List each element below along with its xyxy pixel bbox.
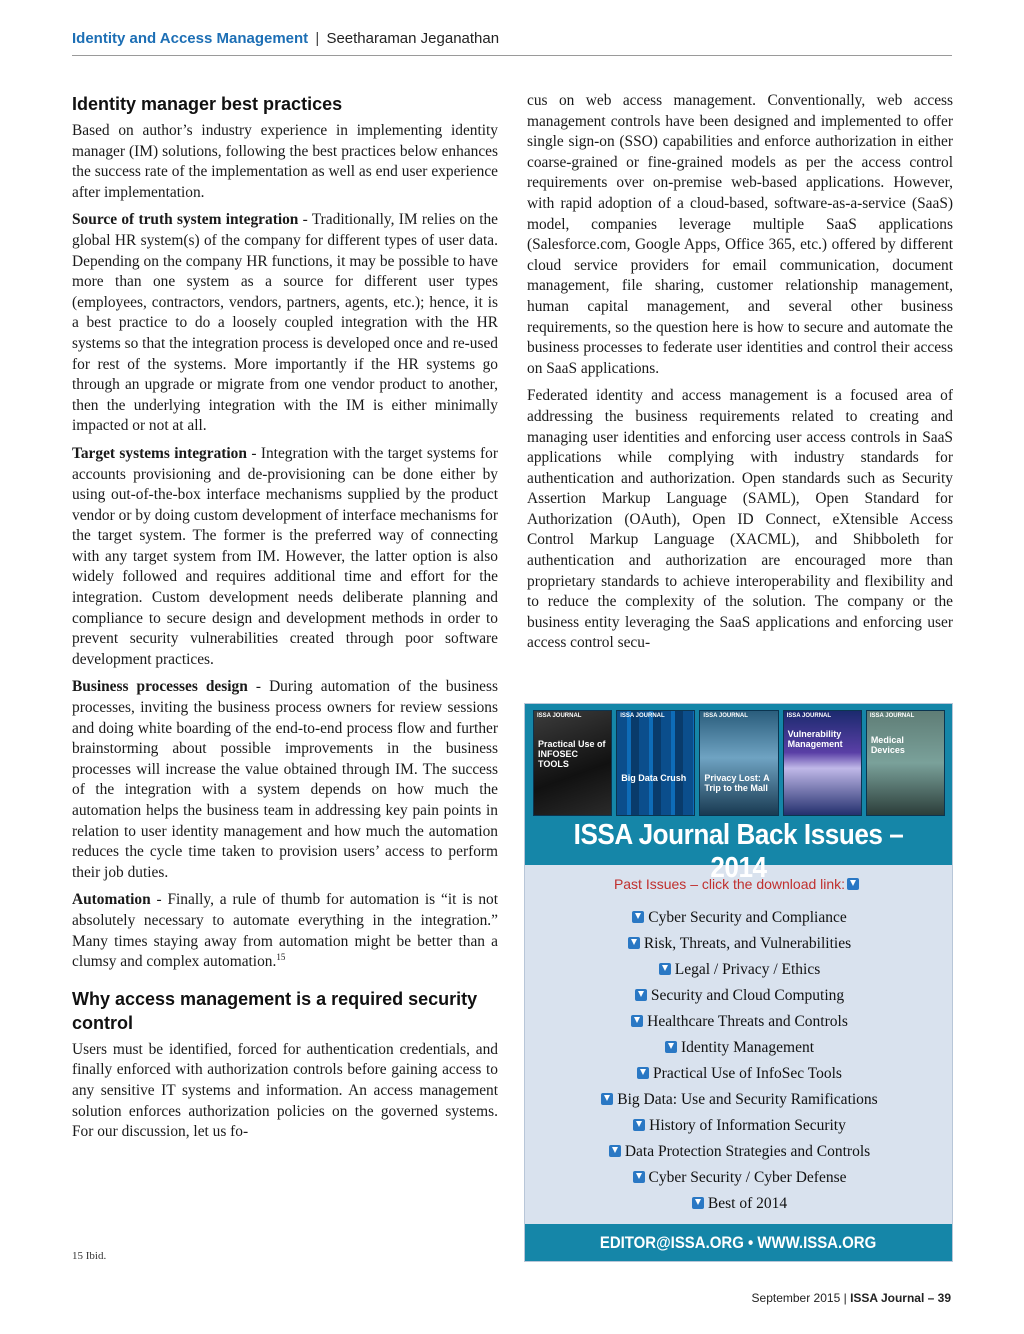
download-arrow-icon — [601, 1093, 613, 1105]
issue-link[interactable] — [525, 1009, 952, 1035]
download-prompt-text: Past Issues – click the download link: — [613, 876, 846, 892]
cover-title: Privacy Lost: A Trip to the Mall — [704, 773, 770, 793]
issue-link[interactable] — [525, 905, 952, 931]
header-author: Seetharaman Jeganathan — [326, 30, 500, 47]
issue-label: Security and Cloud Computing — [650, 987, 845, 1004]
issue-link[interactable] — [525, 957, 952, 983]
download-arrow-icon — [631, 1015, 643, 1027]
run-in-heading: Target systems integration — [72, 444, 247, 462]
issue-link[interactable] — [525, 1061, 952, 1087]
paragraph-web-access: cus on web access management. Conventionally, web access management controls have been designed and implemented to offer single sign-on (SSO) capabilities and enforce authorization in either coarse-grained or fine-grained models as per the access control requirements over on-premise web-based applications. However, with rapid adoption of a cloud-based, software-as-a-service (SaaS) model, companies leverage multiple SaaS applications (Salesforce.com, Google Apps, Office 365, etc.) offered by different cloud service providers for email communication, document management, file sharing, customer relationship management, human capital management, and several other business requirements, so the question here is how to secure and automate the business processes to federate user identities and control their access on SaaS applications. — [527, 92, 953, 377]
issue-label: Practical Use of InfoSec Tools — [653, 1065, 842, 1082]
cover-masthead: ISSA JOURNAL — [869, 713, 915, 719]
cover-masthead: ISSA JOURNAL — [620, 713, 665, 719]
issue-link[interactable] — [525, 1087, 952, 1113]
issue-link[interactable] — [525, 983, 952, 1009]
cover-masthead: ISSA JOURNAL — [537, 713, 582, 719]
footer-journal-page: ISSA Journal – 39 — [850, 1291, 951, 1305]
footnote-reference[interactable]: 15 — [276, 952, 286, 963]
cover-masthead: ISSA JOURNAL — [786, 713, 832, 719]
download-prompt — [525, 876, 952, 892]
paragraph-automation — [72, 890, 498, 972]
left-column — [72, 92, 498, 1150]
run-in-heading: Business processes design — [72, 678, 248, 696]
run-in-heading: Source of truth system integration — [72, 211, 299, 229]
issue-link[interactable] — [525, 931, 952, 957]
ad-contact-band[interactable] — [525, 1224, 952, 1262]
journal-cover[interactable] — [699, 710, 778, 816]
issue-link[interactable] — [525, 1035, 952, 1061]
journal-cover[interactable] — [866, 710, 945, 816]
issue-link[interactable] — [525, 1139, 952, 1165]
intro-paragraph: Based on author’s industry experience in implementing identity manager (IM) solutions, following the best practices below enhances the success rate of the implementation as well as end user experience after implementation. — [72, 122, 498, 201]
issue-label: Identity Management — [681, 1039, 814, 1056]
section-heading-best-practices: Identity manager best practices — [72, 94, 343, 114]
paragraph-federated-identity: Federated identity and access management is a focused area of addressing the business requirements related to creating and managing user identities and enforcing user access controls in SaaS applications while complying with industry standards for authentication and authorization. Open standards such as Security Assertion Markup Language (SAML), Open Standard for Authorization (OAuth), Open ID Connect, eXtensible Access Control Markup Language (XACML), and Shibboleth for authentication and authorization are encouraged more than proprietary standards to achieve interoperability and flexibility and to reduce the complexity of the solution. The company or the business entity leveraging the SaaS applications and enforcing user access control secu- — [527, 387, 953, 652]
footnote: 15 Ibid. — [72, 1250, 107, 1262]
download-arrow-icon — [633, 1119, 645, 1131]
issue-label: Cyber Security / Cyber Defense — [648, 1169, 847, 1186]
download-arrow-icon — [628, 937, 640, 949]
cover-title: Vulnerability Management — [787, 729, 843, 749]
issue-label: Best of 2014 — [707, 1195, 788, 1212]
page-footer — [752, 1291, 951, 1305]
download-arrow-icon — [659, 963, 671, 975]
issue-link[interactable] — [525, 1165, 952, 1191]
paragraph-source-of-truth — [72, 210, 498, 437]
paragraph-access-management: Users must be identified, forced for authentication credentials, and finally enforced with authorization controls before gaining access to any sensitive IT systems and information. An access management solution enforces authorization policies on the governed systems. For our discussion, let us fo- — [72, 1040, 498, 1141]
footer-date: September 2015 — [751, 1291, 841, 1305]
run-in-heading: Automation — [72, 891, 151, 909]
issue-label: Data Protection Strategies and Controls — [624, 1143, 871, 1160]
issue-list — [525, 905, 952, 1217]
header-separator: | — [315, 30, 320, 47]
running-header — [72, 28, 952, 56]
cover-title: Practical Use of INFOSEC TOOLS — [538, 739, 606, 769]
ad-title: ISSA Journal Back Issues – 2014 — [573, 819, 904, 884]
issue-link[interactable] — [525, 1113, 952, 1139]
cover-title: Big Data Crush — [621, 773, 687, 783]
back-issues-ad — [524, 703, 953, 1262]
cover-title: Medical Devices — [870, 735, 905, 755]
download-arrow-icon — [609, 1145, 621, 1157]
issue-label: Big Data: Use and Security Ramifications — [617, 1091, 878, 1108]
download-arrow-icon — [635, 989, 647, 1001]
paragraph-business-processes — [72, 677, 498, 883]
issue-link[interactable] — [525, 1191, 952, 1217]
paragraph-text: - Integration with the target systems for accounts provisioning and de-provisioning can be done either by using out-of-the-box interface mechanisms supplied by the product vendor or by doing custom development of interface mechanisms for the target system. The former is the preferred way of connecting with any target system from IM. However, the latter option is also widely followed and requires additional time and effort for the integration. Custom development needs deliberate planning and compliance to secure design and development methods in order to prevent security vulnerabilities created through poor software development practices. — [72, 444, 498, 668]
journal-cover[interactable] — [783, 710, 862, 816]
header-topic: Identity and Access Management — [72, 30, 309, 47]
section-heading-access-management: Why access management is a required security control — [72, 988, 478, 1033]
issue-label: History of Information Security — [649, 1117, 846, 1134]
cover-masthead: ISSA JOURNAL — [703, 713, 748, 719]
download-arrow-icon — [847, 878, 859, 890]
cover-strip — [533, 710, 945, 816]
journal-cover[interactable] — [533, 710, 612, 816]
download-arrow-icon — [665, 1041, 677, 1053]
ad-contact-text: EDITOR@ISSA.ORG • WWW.ISSA.ORG — [600, 1233, 877, 1252]
issue-label: Legal / Privacy / Ethics — [674, 961, 821, 978]
issue-label: Cyber Security and Compliance — [648, 909, 847, 926]
footer-separator: | — [843, 1291, 847, 1305]
paragraph-text: - Finally, a rule of thumb for automation is “it is not absolutely necessary to automate everything in the integration.” Many times staying away from automation might be better than a clumsy and complex automation. — [72, 891, 498, 971]
download-arrow-icon — [633, 1171, 645, 1183]
download-arrow-icon — [692, 1197, 704, 1209]
paragraph-text: - Traditionally, IM relies on the global HR system(s) of the company for different types of user data. Depending on the company HR functions, it may be possible to have more than one system as a source for different user types (employees, contractors, vendors, partners, agents, etc.); hence, it is a best practice to do a loosely coupled integration with the HR systems so that the integration process is developed once and re-used for rest of the systems. More importantly if the HR systems go through an upgrade or migrate from one vendor product to another, then the underlying integration with the IM is either minimally impacted or not at all. — [72, 211, 499, 435]
issue-label: Healthcare Threats and Controls — [647, 1013, 848, 1030]
paragraph-text: - During automation of the business processes, inviting the business process owners for review sessions and doing white boarding of the end-to-end process flow and further brainstorming about possible improvements in the business processes will increase the value obtained through IM. The success of the integration with a system depends on how much the automation helps the business team in addressing key pain points in relation to user identity management and how much the automation reduces the cycle time taken to provision users’ access to perform their job duties. — [72, 678, 498, 881]
right-column — [527, 91, 953, 661]
paragraph-target-systems — [72, 444, 498, 671]
issue-label: Risk, Threats, and Vulnerabilities — [643, 935, 852, 952]
download-arrow-icon — [637, 1067, 649, 1079]
download-arrow-icon — [632, 911, 644, 923]
journal-cover[interactable] — [616, 710, 695, 816]
